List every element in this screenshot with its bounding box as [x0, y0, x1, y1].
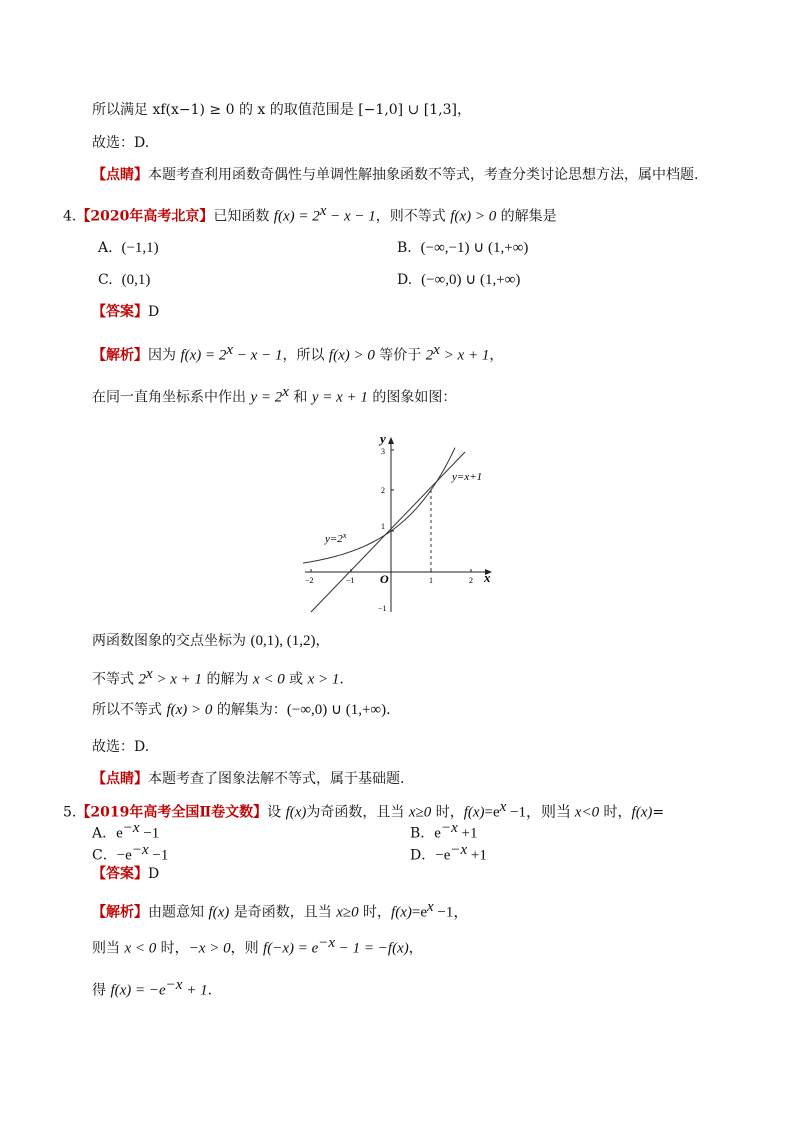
analysis-math: f(x): [208, 904, 230, 921]
analysis-text: 则当: [92, 940, 125, 957]
choose-text: 故选：D.: [92, 135, 150, 151]
option-value: (−∞,−1) ∪ (1,+∞): [420, 240, 529, 256]
analysis-text: ，所以: [282, 347, 329, 364]
question-4-remark: [92, 769, 404, 789]
analysis-math: f(x) > 0: [328, 347, 375, 364]
solution-text: 或: [284, 671, 308, 688]
stem-exponent: x: [319, 203, 327, 219]
tick-label-x1: 1: [429, 576, 433, 585]
option-c: [98, 270, 150, 290]
y-axis-label: y: [380, 431, 386, 446]
remark-text: 本题考查了图象法解不等式，属于基础题.: [148, 771, 405, 787]
analysis-math: f(−x) = e: [263, 940, 319, 957]
option-exponent: −x: [122, 820, 140, 836]
question-4-source: 【2020年高考北京】: [76, 208, 214, 225]
stem-math: f(x) > 0: [450, 208, 497, 225]
solution-set-line: [92, 700, 391, 720]
intersection-text: ，: [315, 633, 330, 649]
option-exponent: −x: [450, 842, 468, 858]
analysis-math: −x > 0: [188, 940, 231, 957]
answer-value: D: [148, 304, 160, 320]
tick-label-xm2: −2: [305, 576, 314, 585]
analysis-exponent: x: [433, 342, 440, 358]
option-label: D.: [397, 272, 413, 288]
option-a: [98, 238, 159, 258]
stem-math: =e: [484, 804, 500, 821]
question-4-answer: [92, 302, 159, 322]
solution-set-text: 所以不等式: [92, 702, 167, 718]
analysis-math: f(x) = −e: [110, 982, 166, 999]
option-label: D．: [410, 847, 436, 864]
analysis-math: f(x) = 2: [180, 347, 227, 364]
inequality-solution-line: [92, 664, 344, 690]
graph-intro-exponent: x: [282, 384, 289, 400]
question-5-analysis-3: [92, 975, 212, 1001]
option-math: −e: [116, 847, 132, 864]
solution-set-math: f(x) > 0: [166, 702, 213, 718]
y-axis-arrow: [388, 437, 394, 444]
question-5-number: 5.: [63, 804, 77, 821]
graph-intro-text: 在同一直角坐标系中作出: [92, 389, 251, 406]
option-math: e: [434, 825, 441, 842]
stem-math: x≥0: [408, 804, 432, 821]
analysis-math: f(x): [391, 904, 412, 921]
exp-label-sup: x: [342, 531, 347, 540]
option-math: −e: [435, 847, 451, 864]
exp-curve-label: [324, 531, 347, 545]
paragraph-choose: [92, 133, 149, 153]
tick-label-y2: 2: [381, 486, 385, 495]
option-value: (0,1): [121, 272, 151, 288]
stem-exponent: x: [499, 799, 507, 815]
tick-label-y3: 3: [381, 447, 385, 456]
option-label: C.: [98, 272, 113, 288]
solution-set-text: 的解集为：: [212, 702, 287, 718]
solution-set-math: (−∞,0) ∪ (1,+∞): [286, 702, 387, 718]
stem-text: −1，则当: [506, 804, 575, 821]
tick-label-y1: 1: [381, 522, 385, 531]
option-label: A．: [92, 825, 117, 842]
analysis-text: 是奇函数，且当: [229, 904, 337, 921]
analysis-math: − 1 = −f(x): [335, 940, 409, 957]
remark-tag: 【点睛】: [92, 167, 148, 183]
option-label: A.: [98, 240, 113, 256]
analysis-exponent: −x: [165, 977, 183, 993]
intersection-line: [92, 631, 329, 651]
paragraph-range: [92, 100, 471, 120]
option-math: +1: [467, 847, 487, 864]
solution-math: 2: [138, 671, 146, 688]
stem-math: f(x) = 2: [273, 208, 320, 225]
question-4-stem: [63, 201, 557, 227]
option-value: (−∞,0) ∪ (1,+∞): [421, 272, 521, 288]
analysis-text: −1，: [433, 904, 469, 921]
question-4-analysis-1: [92, 340, 503, 366]
analysis-text: 得: [92, 982, 111, 999]
choose-text: 故选：D.: [92, 739, 150, 755]
stem-math: f(x): [631, 804, 653, 821]
analysis-text: 时，: [156, 940, 189, 957]
remark-previous: [92, 165, 698, 185]
analysis-math: − x − 1: [233, 347, 283, 364]
solution-math: x < 0: [252, 671, 285, 688]
remark-tag: 【点睛】: [92, 771, 148, 787]
stem-text: 时，: [599, 804, 632, 821]
option-math: −1: [148, 847, 169, 864]
graph-intro-text: 和: [288, 389, 312, 406]
solution-text: 不等式: [92, 671, 139, 688]
question-4-choose: [92, 737, 149, 757]
question-5-analysis-2: [92, 933, 423, 959]
analysis-text: 因为: [148, 347, 181, 364]
analysis-text: ，则: [230, 940, 264, 957]
remark-text: 本题考查利用函数奇偶性与单调性解抽象函数不等式，考查分类讨论思想方法，属中档题.: [148, 167, 699, 183]
solution-text: 的解为: [202, 671, 253, 688]
solution-text: .: [339, 671, 344, 688]
origin-label: O: [380, 572, 389, 586]
graph-intro: [92, 382, 456, 408]
q5-option-c: [92, 840, 168, 866]
option-math: e: [116, 825, 123, 842]
option-exponent: −x: [131, 842, 149, 858]
x-axis-label: x: [484, 570, 491, 585]
solution-math: x > 1: [307, 671, 340, 688]
analysis-math: x < 0: [124, 940, 157, 957]
solution-set-text: .: [386, 702, 391, 718]
exp-curve: [303, 448, 455, 563]
analysis-math: > x + 1: [439, 347, 490, 364]
answer-value: D: [148, 866, 160, 882]
graph-intro-math: y = 2: [250, 389, 283, 406]
analysis-tag: 【解析】: [92, 347, 148, 364]
graph-intro-math: y = x + 1: [311, 389, 368, 406]
tick-label-ym1: −1: [378, 604, 387, 613]
stem-math: x<0: [574, 804, 600, 821]
answer-tag: 【答案】: [92, 866, 148, 882]
analysis-exponent: x: [226, 342, 234, 358]
graph-intro-text: 的图象如图：: [367, 389, 457, 406]
intersection-math: (0,1), (1,2): [250, 633, 316, 649]
exp-label-base: y=2: [325, 533, 343, 545]
question-5-answer: [92, 864, 159, 884]
analysis-exponent: −x: [318, 935, 336, 951]
option-b: [397, 238, 528, 258]
analysis-math: =e: [411, 904, 427, 921]
option-d: [397, 270, 520, 290]
stem-text: ，则不等式: [375, 208, 451, 225]
option-label: C．: [92, 847, 117, 864]
stem-text: 设: [267, 804, 286, 821]
option-label: B．: [410, 825, 435, 842]
analysis-text: 时，: [358, 904, 392, 921]
analysis-math: 2: [425, 347, 434, 364]
question-5-source: 【2019年高考全国Ⅱ卷文数】: [76, 804, 268, 821]
stem-math: f(x): [463, 804, 485, 821]
analysis-math: + 1: [182, 982, 208, 999]
stem-text: 的解集是: [496, 208, 557, 225]
linear-line-label: y=x+1: [452, 471, 483, 483]
stem-text: =: [652, 804, 665, 821]
solution-math: > x + 1: [152, 671, 203, 688]
analysis-text: ，: [489, 347, 504, 364]
linear-line: [311, 452, 465, 612]
answer-tag: 【答案】: [92, 304, 148, 320]
stem-text: 时，: [431, 804, 464, 821]
range-text: 所以满足 xf(x−1) ≥ 0 的 x 的取值范围是 [−1,0] ∪ [1,3]，: [92, 102, 471, 118]
analysis-text: 由题意知: [148, 904, 209, 921]
analysis-text: .: [207, 982, 213, 999]
function-graph: [300, 430, 500, 615]
option-math: +1: [457, 825, 478, 842]
question-4-number: 4.: [63, 208, 77, 225]
stem-text: 为奇函数，且当: [306, 804, 409, 821]
analysis-math: x≥0: [336, 904, 359, 921]
option-exponent: −x: [440, 820, 458, 836]
analysis-tag: 【解析】: [92, 904, 148, 921]
q5-option-d: [410, 840, 487, 866]
analysis-text: 等价于: [374, 347, 426, 364]
option-label: B.: [397, 240, 412, 256]
stem-text: 已知函数: [213, 208, 274, 225]
option-math: −1: [139, 825, 160, 842]
question-5-analysis-1: [92, 897, 468, 923]
tick-label-x2: 2: [469, 576, 473, 585]
solution-exponent: x: [145, 666, 153, 682]
analysis-text: ，: [408, 940, 423, 957]
option-value: (−1,1): [121, 240, 159, 256]
stem-math: f(x): [285, 804, 307, 821]
analysis-exponent: x: [426, 899, 434, 915]
stem-math: − x − 1: [326, 208, 376, 225]
tick-label-xm1: −1: [346, 576, 355, 585]
intersection-text: 两函数图象的交点坐标为: [92, 633, 251, 649]
